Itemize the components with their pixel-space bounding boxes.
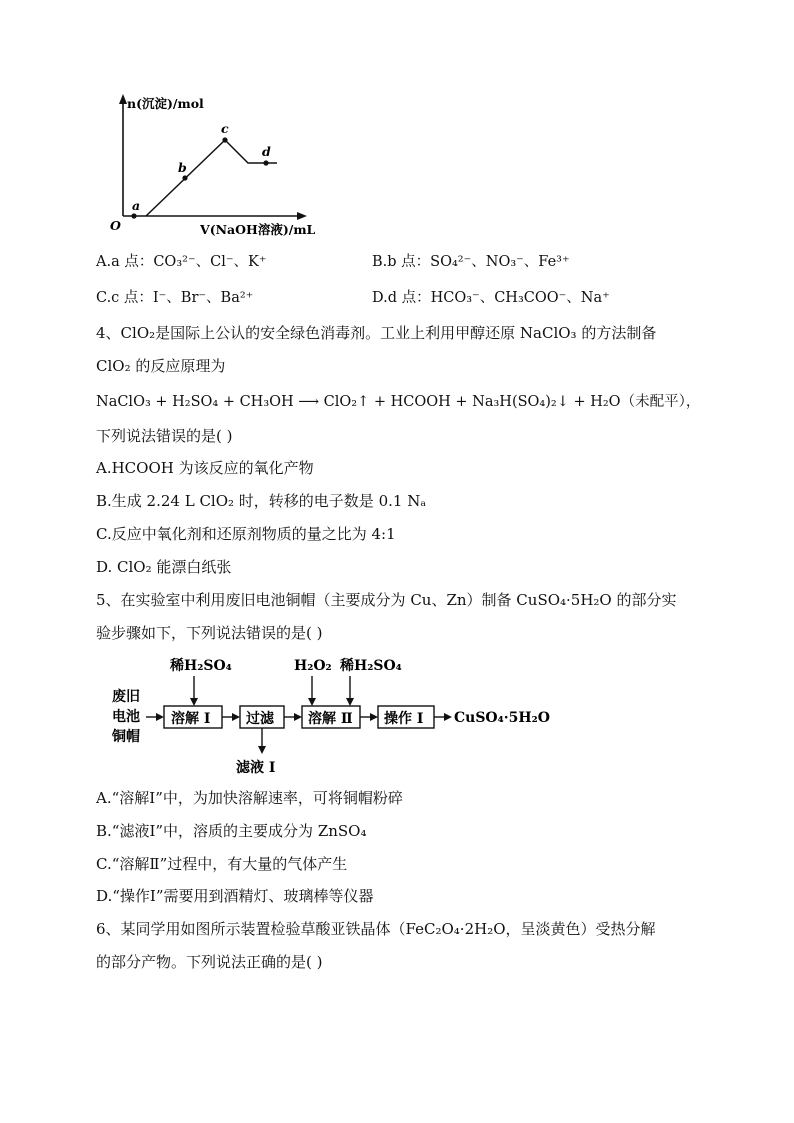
reagent-dilute-h2so4-2: 稀H₂SO₄ bbox=[340, 658, 402, 674]
y-axis-label: n(沉淀)/mol bbox=[127, 96, 204, 111]
y-axis-arrow bbox=[119, 94, 127, 104]
q3-option-c: C.c 点：I⁻、Br⁻、Ba²⁺ bbox=[96, 290, 254, 306]
process-flowchart bbox=[108, 650, 568, 780]
point-b-label: b bbox=[178, 160, 187, 175]
x-axis-arrow bbox=[297, 212, 307, 220]
precipitate-graph bbox=[105, 88, 325, 238]
source-line3: 铜帽 bbox=[112, 729, 140, 745]
point-b bbox=[182, 175, 187, 180]
x-axis-label: V(NaOH溶液)/mL bbox=[200, 222, 316, 237]
q4-option-b: B.生成 2.24 L ClO₂ 时，转移的电子数是 0.1 Nₐ bbox=[96, 492, 427, 510]
source-line1: 废旧 bbox=[112, 689, 140, 705]
point-d bbox=[263, 160, 268, 165]
q4-equation: NaClO₃ + H₂SO₄ + CH₃OH ⟶ ClO₂↑ + HCOOH + Na₃H(SO₄)₂↓ + H₂O（未配平）， bbox=[96, 394, 701, 410]
source-line2: 电池 bbox=[112, 709, 140, 725]
q3-option-d: D.d 点：HCO₃⁻、CH₃COO⁻、Na⁺ bbox=[372, 290, 610, 306]
product-label: CuSO₄·5H₂O bbox=[454, 710, 550, 726]
q4-stem-line1: 4、ClO₂是国际上公认的安全绿色消毒剂。工业上利用甲醇还原 NaClO₃ 的方法制备 bbox=[96, 324, 657, 342]
step-dissolve-2-label: 溶解 Ⅱ bbox=[308, 711, 353, 727]
reagent-h2o2: H₂O₂ bbox=[294, 658, 332, 674]
q4-question: 下列说法错误的是( ) bbox=[96, 427, 233, 445]
q4-stem-line2: ClO₂ 的反应原理为 bbox=[96, 357, 226, 375]
q4-option-d: D. ClO₂ 能漂白纸张 bbox=[96, 558, 232, 576]
q3-option-b: B.b 点：SO₄²⁻、NO₃⁻、Fe³⁺ bbox=[372, 254, 570, 270]
q3-option-a: A.a 点：CO₃²⁻、Cl⁻、K⁺ bbox=[96, 254, 267, 270]
step-dissolve-1-label: 溶解 Ⅰ bbox=[171, 711, 211, 727]
point-a bbox=[131, 213, 136, 218]
point-c bbox=[222, 137, 227, 142]
step-filter-label: 过滤 bbox=[246, 711, 274, 727]
q5-option-d: D.“操作Ⅰ”需要用到酒精灯、玻璃棒等仪器 bbox=[96, 887, 374, 905]
filtrate-label: 滤液 Ⅰ bbox=[236, 760, 276, 776]
q5-option-b: B.“滤液Ⅰ”中，溶质的主要成分为 ZnSO₄ bbox=[96, 822, 367, 840]
q4-option-c: C.反应中氧化剂和还原剂物质的量之比为 4:1 bbox=[96, 525, 396, 543]
q4-option-a: A.HCOOH 为该反应的氧化产物 bbox=[96, 459, 314, 477]
q6-stem-line1: 6、某同学用如图所示装置检验草酸亚铁晶体（FeC₂O₄·2H₂O，呈淡黄色）受热分解 bbox=[96, 920, 656, 938]
q5-stem-line2: 验步骤如下，下列说法错误的是( ) bbox=[96, 624, 323, 642]
origin-label: O bbox=[110, 218, 121, 233]
q5-option-c: C.“溶解Ⅱ”过程中，有大量的气体产生 bbox=[96, 855, 348, 873]
reagent-dilute-h2so4-1: 稀H₂SO₄ bbox=[170, 658, 232, 674]
q5-option-a: A.“溶解Ⅰ”中，为加快溶解速率，可将铜帽粉碎 bbox=[96, 789, 403, 807]
q5-stem-line1: 5、在实验室中利用废旧电池铜帽（主要成分为 Cu、Zn）制备 CuSO₄·5H₂O 的部分实 bbox=[96, 591, 677, 609]
step-operation-1-label: 操作 Ⅰ bbox=[384, 711, 424, 727]
point-d-label: d bbox=[262, 144, 271, 159]
precipitate-curve bbox=[146, 140, 277, 216]
q6-stem-line2: 的部分产物。下列说法正确的是( ) bbox=[96, 953, 323, 971]
point-a-label: a bbox=[132, 198, 141, 213]
point-c-label: c bbox=[221, 121, 229, 136]
